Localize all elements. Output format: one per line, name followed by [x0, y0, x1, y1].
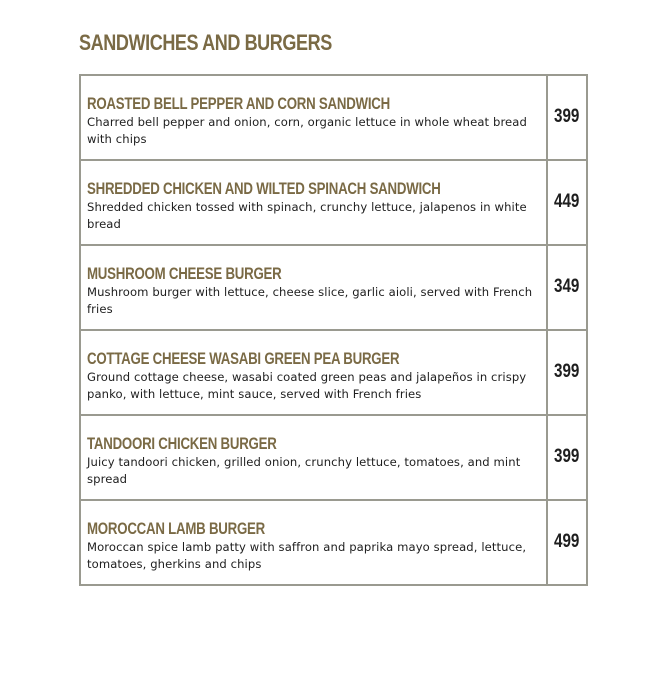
item-name: SHREDDED CHICKEN AND WILTED SPINACH SANDWICH: [87, 179, 441, 198]
item-name: MOROCCAN LAMB BURGER: [87, 519, 266, 538]
item-price: 399: [554, 361, 580, 382]
menu-row: [80, 75, 587, 160]
menu-row: [80, 160, 587, 245]
item-cell: [80, 500, 547, 585]
item-description: Moroccan spice lamb patty with saffron and paprika mayo spread, lettuce, tomatoes, gherkins and chips: [87, 540, 527, 571]
menu-row: [80, 245, 587, 330]
item-description: Mushroom burger with lettuce, cheese slice, garlic aioli, served with French fries: [87, 285, 533, 316]
price-cell: [547, 415, 587, 500]
item-price: 449: [554, 191, 580, 212]
item-price: 399: [554, 446, 580, 467]
price-cell: [547, 245, 587, 330]
price-cell: [547, 500, 587, 585]
item-cell: [80, 160, 547, 245]
item-price: 499: [554, 531, 580, 552]
item-description: Ground cottage cheese, wasabi coated green peas and jalapeños in crispy panko, with lettuce, mint sauce, served with French fries: [87, 370, 527, 401]
item-description: Shredded chicken tossed with spinach, crunchy lettuce, jalapenos in white bread: [87, 200, 527, 231]
item-name: ROASTED BELL PEPPER AND CORN SANDWICH: [87, 94, 390, 113]
section-title: SANDWICHES AND BURGERS: [79, 30, 332, 55]
item-price: 349: [554, 276, 580, 297]
item-cell: [80, 415, 547, 500]
item-cell: [80, 330, 547, 415]
item-name: COTTAGE CHEESE WASABI GREEN PEA BURGER: [87, 349, 400, 368]
menu-row: [80, 500, 587, 585]
price-cell: [547, 160, 587, 245]
item-description: Juicy tandoori chicken, grilled onion, crunchy lettuce, tomatoes, and mint spread: [87, 455, 521, 486]
item-name: TANDOORI CHICKEN BURGER: [87, 434, 277, 453]
menu-row: [80, 415, 587, 500]
price-cell: [547, 330, 587, 415]
item-cell: [80, 245, 547, 330]
item-cell: [80, 75, 547, 160]
price-cell: [547, 75, 587, 160]
menu-row: [80, 330, 587, 415]
item-price: 399: [554, 106, 580, 127]
menu-table: [79, 74, 588, 586]
item-name: MUSHROOM CHEESE BURGER: [87, 264, 282, 283]
item-description: Charred bell pepper and onion, corn, organic lettuce in whole wheat bread with chips: [87, 115, 527, 146]
